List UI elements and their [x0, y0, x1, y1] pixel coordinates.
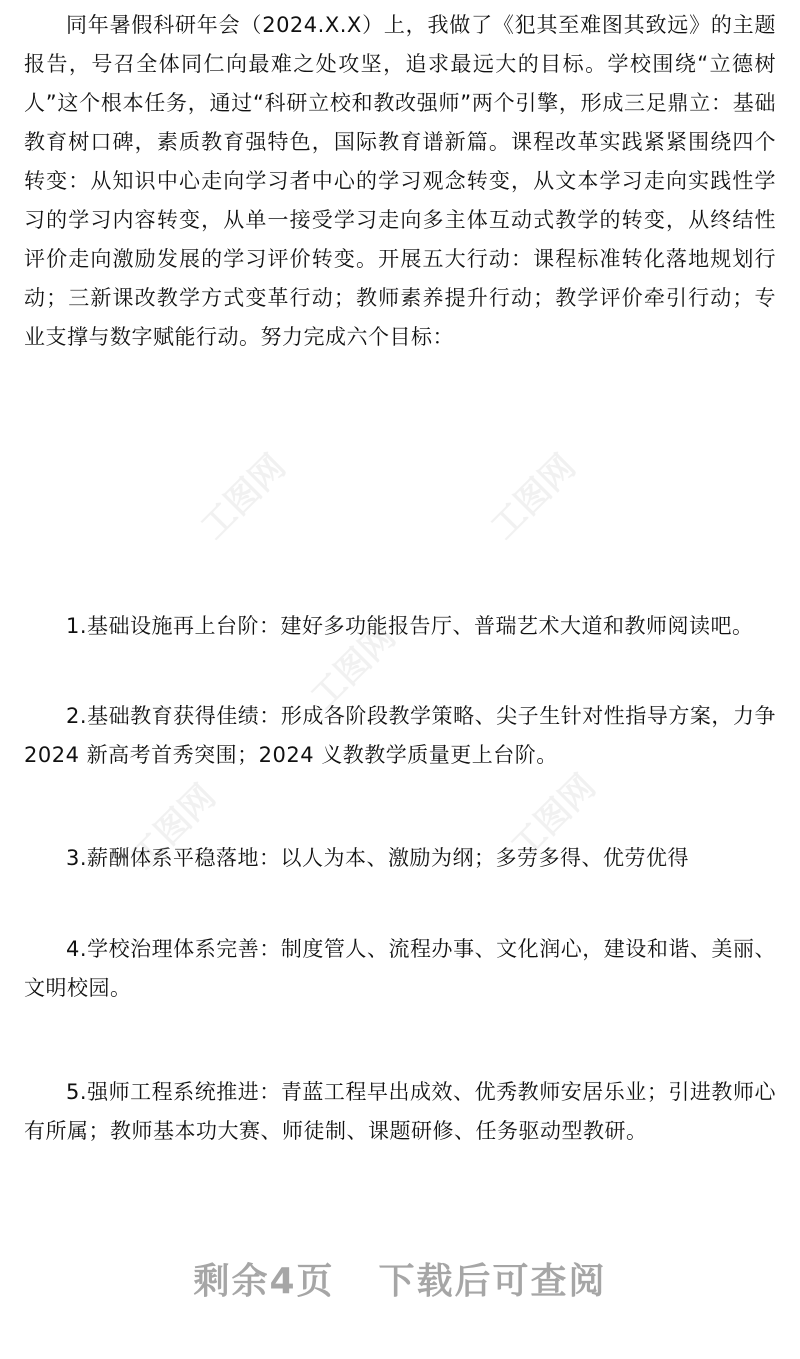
watermark: 工图网 [303, 616, 404, 718]
watermark: 工图网 [483, 446, 584, 548]
watermark: 工图网 [503, 766, 604, 868]
goal-item-4: 4.学校治理体系完善：制度管人、流程办事、文化润心，建设和谐、美丽、文明校园。 [24, 937, 776, 1000]
download-prompt[interactable] [0, 1253, 800, 1304]
goal-item-5: 5.强师工程系统推进：青蓝工程早出成效、优秀教师安居乐业；引进教师心有所属；教师基本功大赛、师徒制、课题研修、任务驱动型教研。 [24, 1080, 776, 1143]
goal-item-3: 3.薪酬体系平稳落地：以人为本、激励为纲；多劳多得、优劳优得 [66, 846, 690, 870]
intro-paragraph: 同年暑假科研年会（2024.X.X）上，我做了《犯其至难图其致远》的主题报告，号召全体同仁向最难之处攻坚，追求最远大的目标。学校围绕“立德树人”这个根本任务，通过“科研立校和教改强师”两个引擎，形成三足鼎立：基础教育树口碑，素质教育强特色，国际教育谱新篇。课程改革实践紧紧围绕四个转变：从知识中心走向学习者中心的学习观念转变，从文本学习走向实践性学习的学习内容转变，从单一接受学习走向多主体互动式教学的转变，从终结性评价走向激励发展的学习评价转变。开展五大行动：课程标准转化落地规划行动；三新课改教学方式变革行动；教师素养提升行动；教学评价牵引行动；专业支撑与数字赋能行动。努力完成六个目标： [24, 13, 776, 349]
watermark: 工图网 [123, 776, 224, 878]
remaining-pages-label: 剩余4页 [193, 1261, 335, 1302]
watermark: 工图网 [193, 446, 294, 548]
goal-item-1: 1.基础设施再上台阶：建好多功能报告厅、普瑞艺术大道和教师阅读吧。 [66, 614, 754, 638]
goal-item-2: 2.基础教育获得佳绩：形成各阶段教学策略、尖子生针对性指导方案，力争 2024 新高考首秀突围；2024 义教教学质量更上台阶。 [24, 704, 776, 767]
download-hint-label: 下载后可查阅 [378, 1261, 607, 1302]
